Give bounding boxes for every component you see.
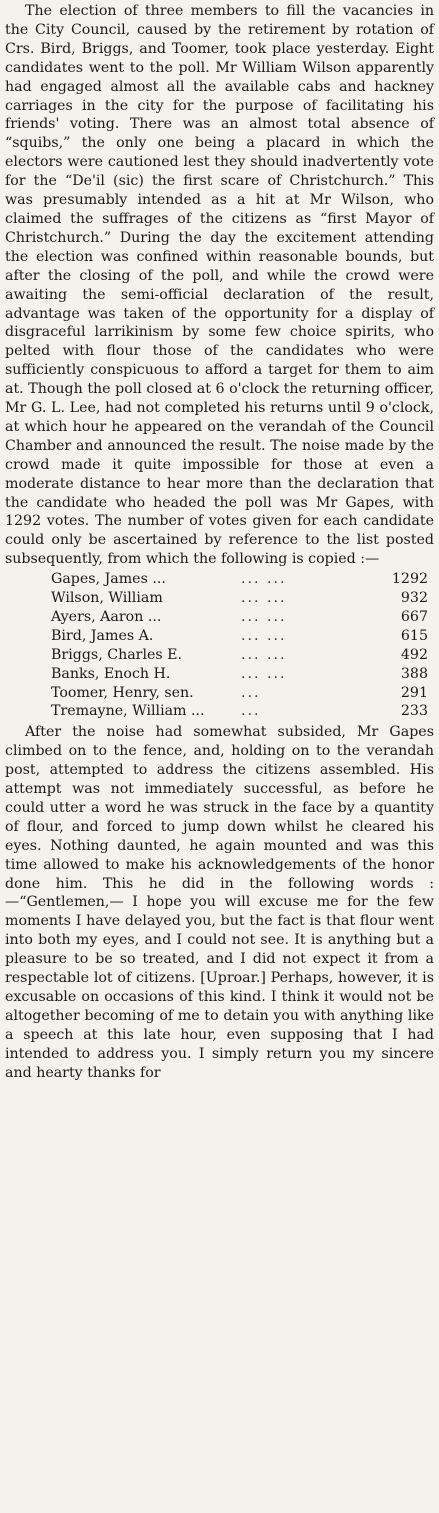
dot-leader: ... ... — [241, 627, 287, 644]
result-row — [5, 702, 434, 721]
result-row — [5, 646, 434, 665]
dot-leader: ... ... — [241, 646, 287, 663]
dot-leader: ... — [241, 703, 261, 720]
result-row — [5, 570, 434, 589]
vote-count: 388 — [400, 665, 428, 682]
candidate-name: Ayers, Aaron ... — [51, 608, 162, 625]
candidate-name: Bird, James A. — [51, 627, 154, 644]
article-paragraph-2: After the noise had somewhat subsided, Mr Gapes climbed on to the fence, and, holding on to the verandah post, attempted to address the citizens assembled. His attempt was not immediately successful, as before he could utter a word he was struck in the face by a quantity of flour, and forced to jump down whilst he cleared his eyes. Nothing daunted, he again mounted and was this time allowed to make his acknowledgements of the honor done him. This he did in the following words :—“Gentlemen,— I hope you will excuse me for the few moments I have delayed you, but the fact is that flour went into both my eyes, and I could not see. It is anything but a pleasure to be so treated, and I did not expect it from a respectable lot of citizens. [Uproar.] Perhaps, however, it is excusable on occasions of this kind. I think it would not be altogether becoming of me to detain you with anything like a speech at this late hour, even supposing that I had intended to address you. I simply return you my sincere and hearty thanks for — [5, 724, 434, 1081]
vote-count: 291 — [400, 684, 428, 701]
candidate-name: Gapes, James ... — [51, 571, 166, 588]
result-row — [5, 608, 434, 627]
results-table — [5, 570, 434, 721]
result-row — [5, 589, 434, 608]
article-paragraph-1: The election of three members to fill the vacancies in the City Council, caused by the retirement by rotation of Crs. Bird, Briggs, and Toomer, took place yesterday. Eight candidates went to the poll. Mr William Wilson apparently had engaged almost all the available cabs and hackney carriages in the city for the purpose of facilitating his friends' voting. There was an almost total absence of “squibs,” the only one being a placard in which the electors were cautioned lest they should inadvertently vote for the “De'il (sic) the first scare of Christchurch.” This was presumably intended as a hit at Mr Wilson, who claimed the suffrages of the citizens as “first Mayor of Christchurch.” During the day the excitement attending the election was confined within reasonable bounds, but after the closing of the poll, and while the crowd were awaiting the semi-official declaration of the result, advantage was taken of the opportunity for a display of disgraceful larrikinism by some few choice spirits, who pelted with flour those of the candidates who were sufficiently conspicuous to afford a target for them to aim at. Though the poll closed at 6 o'clock the returning officer, Mr G. L. Lee, had not completed his returns until 9 o'clock, at which hour he appeared on the verandah of the Council Chamber and announced the result. The noise made by the crowd made it quite impossible for those at even a moderate distance to hear more than the declaration that the candidate who headed the poll was Mr Gapes, with 1292 votes. The number of votes given for each candidate could only be ascertained by reference to the list posted subsequently, from which the following is copied :— — [5, 3, 434, 568]
candidate-name: Wilson, William — [51, 590, 163, 607]
vote-count: 615 — [400, 627, 428, 644]
dot-leader: ... ... — [241, 608, 287, 625]
vote-count: 492 — [400, 646, 428, 663]
candidate-name: Banks, Enoch H. — [51, 665, 171, 682]
dot-leader: ... ... — [241, 665, 287, 682]
vote-count: 233 — [400, 703, 428, 720]
candidate-name: Tremayne, William ... — [51, 703, 205, 720]
dot-leader: ... — [241, 684, 261, 701]
candidate-name: Toomer, Henry, sen. — [51, 684, 194, 701]
article-column — [5, 2, 434, 1083]
vote-count: 667 — [400, 608, 428, 625]
vote-count: 932 — [400, 590, 428, 607]
result-row — [5, 684, 434, 703]
vote-count: 1292 — [391, 571, 428, 588]
result-row — [5, 627, 434, 646]
candidate-name: Briggs, Charles E. — [51, 646, 183, 663]
dot-leader: ... ... — [241, 571, 287, 588]
result-row — [5, 665, 434, 684]
dot-leader: ... ... — [241, 590, 287, 607]
